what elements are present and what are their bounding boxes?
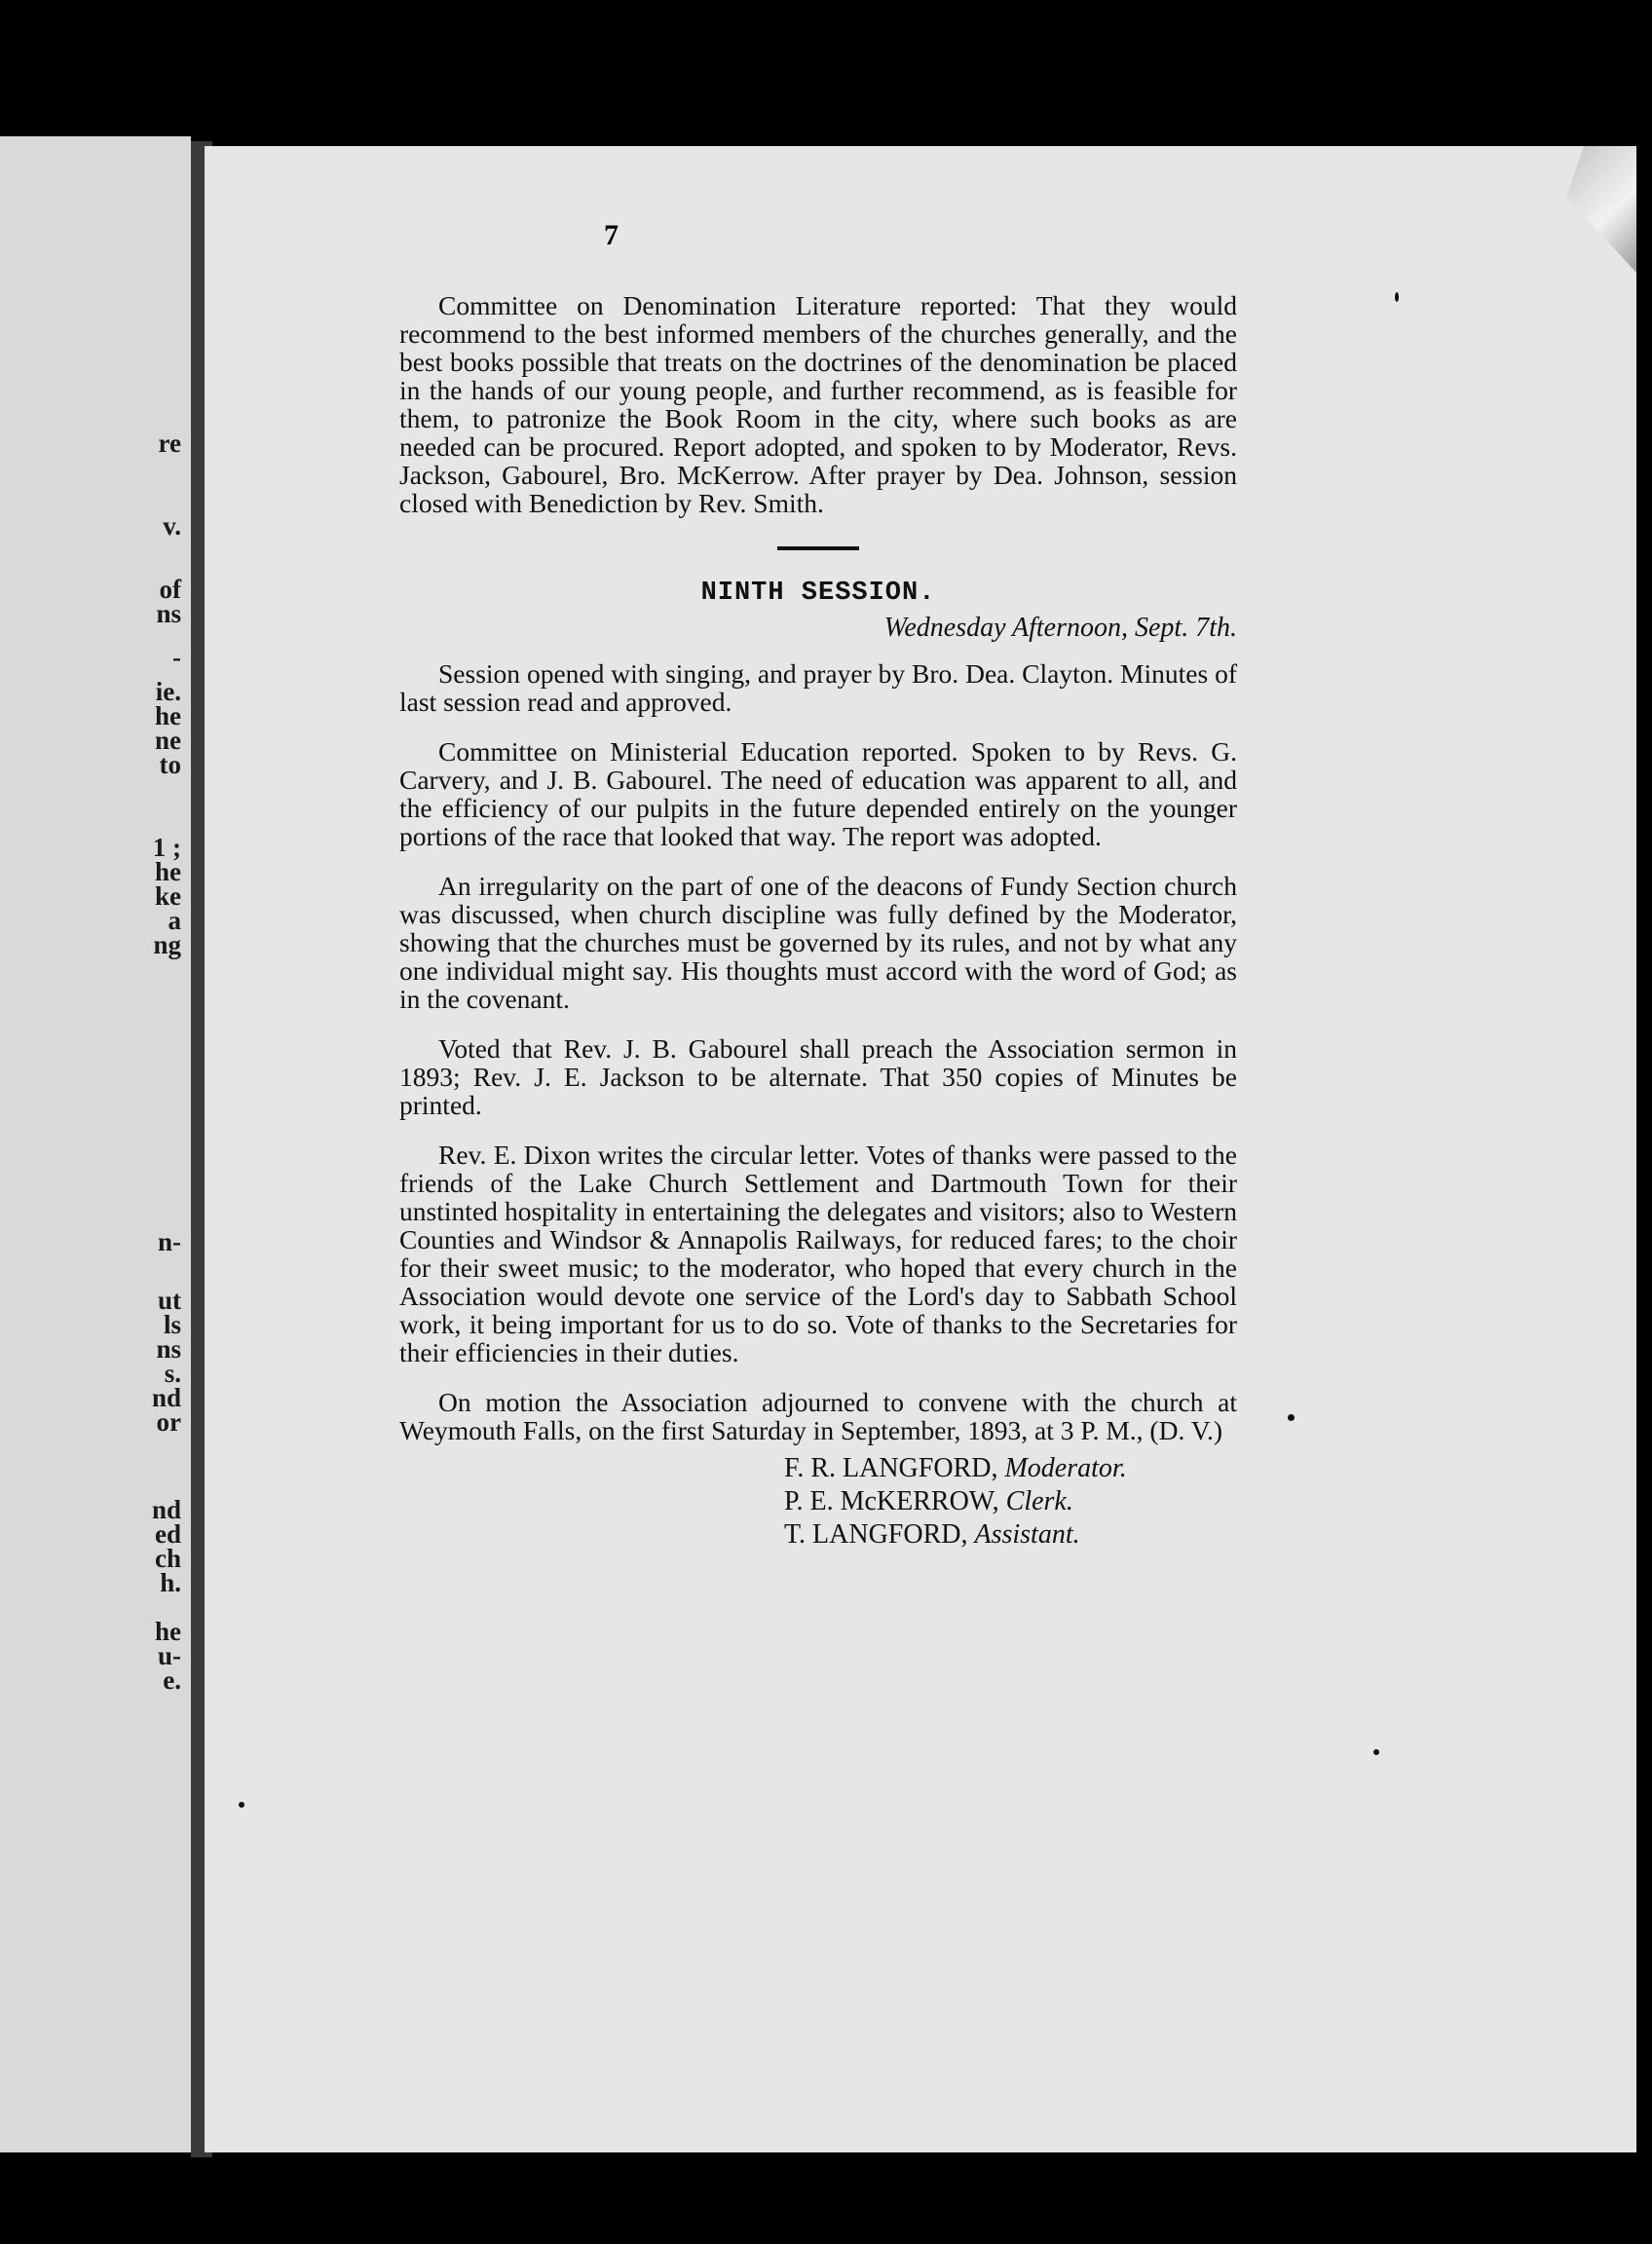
previous-page-fragment: ne [155, 726, 181, 755]
body-paragraph: On motion the Association adjourned to convene with the church at Weymouth Falls, on the first Saturday in September, 1893, at 3 P. M., (D. V.) [399, 1387, 1237, 1445]
previous-page-fragment: s. [164, 1359, 181, 1388]
signature-block [399, 1452, 1237, 1552]
previous-page-fragment: nd [151, 1495, 181, 1524]
body-paragraph: Rev. E. Dixon writes the circular letter. Votes of thanks were passed to the friends of the Lake Church Settlement and Dartmouth Town for their unstinted hospitality in entertaining the delegates and visitors; also to Western Counties and Windsor & Annapolis Railways, for reduced fares; to the choir for their sweet music; to the moderator, who hoped that every church in the Association would devote one service of the Lord's day to Sabbath School work, it being important for us to do so. Vote of thanks to the Secretaries for their efficiencies in their duties. [399, 1140, 1237, 1367]
previous-page-fragment: - [172, 643, 181, 672]
previous-page-fragment: nd [151, 1383, 181, 1412]
signature-role: Clerk. [1005, 1486, 1073, 1516]
previous-page-fragment: or [156, 1407, 181, 1437]
page-number: 7 [604, 219, 619, 251]
previous-page-fragment: u- [157, 1641, 181, 1670]
session-dateline: Wednesday Afternoon, Sept. 7th. [883, 613, 1237, 643]
previous-page-fragment: he [155, 857, 181, 886]
previous-page-fragment: v. [163, 511, 181, 541]
paragraphs-after [399, 659, 1237, 1444]
previous-page-fragment: ls [163, 1310, 181, 1339]
body-paragraph: Voted that Rev. J. B. Gabourel shall preach the Association sermon in 1893; Rev. J. E. Jackson to be alternate. That 350 copies of Minutes be printed. [399, 1033, 1237, 1120]
previous-page-fragment: ut [157, 1286, 181, 1315]
previous-page-fragment: ie. [155, 677, 181, 706]
signature-role: Moderator. [1004, 1453, 1127, 1483]
signature-line [784, 1452, 1237, 1485]
previous-page-fragment: h. [160, 1568, 181, 1597]
previous-page-fragment: ed [155, 1519, 181, 1549]
signature-role: Assistant. [974, 1519, 1080, 1550]
previous-page-fragment: e. [163, 1665, 181, 1695]
document-body [399, 291, 1237, 1552]
body-paragraph: Committee on Denomination Literature reported: That they would recommend to the best informed members of the churches generally, and the best books possible that treats on the doctrines of the denomination be placed in the hands of our young people, and further recommend, as is feasible for them, to patronize the Book Room in the city, where such books as are needed can be procured. Report adopted, and spoken to by Moderator, Revs. Jackson, Gabourel, Bro. McKerrow. After prayer by Dea. Johnson, session closed with Benediction by Rev. Smith. [399, 290, 1237, 518]
body-paragraph: Committee on Ministerial Education reported. Spoken to by Revs. G. Carvery, and J. B. Gabourel. The need of education was apparent to all, and the efficiency of our pulpits in the future depended entirely on the younger portions of the race that looked that way. The report was adopted. [399, 736, 1237, 851]
signature-line [784, 1485, 1237, 1518]
previous-page-fragment: of [159, 575, 181, 604]
previous-page-fragment: ch [155, 1544, 181, 1573]
page-curl [1549, 146, 1636, 273]
previous-page-fragment: to [159, 750, 181, 779]
previous-page-fragment: ng [153, 930, 181, 959]
previous-page-fragment: he [155, 1617, 181, 1646]
previous-page-fragment: ke [155, 881, 181, 911]
signature-line [784, 1518, 1237, 1552]
signature-name: P. E. McKERROW, [784, 1486, 1006, 1516]
previous-page-strip [0, 136, 191, 2152]
previous-page-fragment: 1 ; [152, 833, 181, 862]
session-heading: NINTH SESSION. [700, 579, 936, 608]
body-paragraph: Session opened with singing, and prayer by Bro. Dea. Clayton. Minutes of last session read and approved. [399, 658, 1237, 717]
previous-page-fragments [0, 136, 191, 2152]
previous-page-fragment: he [155, 701, 181, 730]
signature-name: T. LANGFORD, [784, 1519, 975, 1550]
previous-page-fragment: ns [156, 599, 181, 628]
paragraphs-before [399, 291, 1237, 517]
signature-name: F. R. LANGFORD, [784, 1453, 1005, 1483]
previous-page-fragment: re [158, 429, 181, 458]
previous-page-fragment: n- [157, 1227, 181, 1256]
previous-page-fragment: ns [156, 1334, 181, 1364]
body-paragraph: An irregularity on the part of one of the deacons of Fundy Section church was discussed, when church discipline was fully defined by the Moderator, showing that the churches must be governed by its rules, and not by what any one individual might say. His thoughts must accord with the word of God; as in the covenant. [399, 871, 1237, 1014]
previous-page-fragment: a [168, 906, 181, 935]
section-divider [777, 546, 859, 550]
